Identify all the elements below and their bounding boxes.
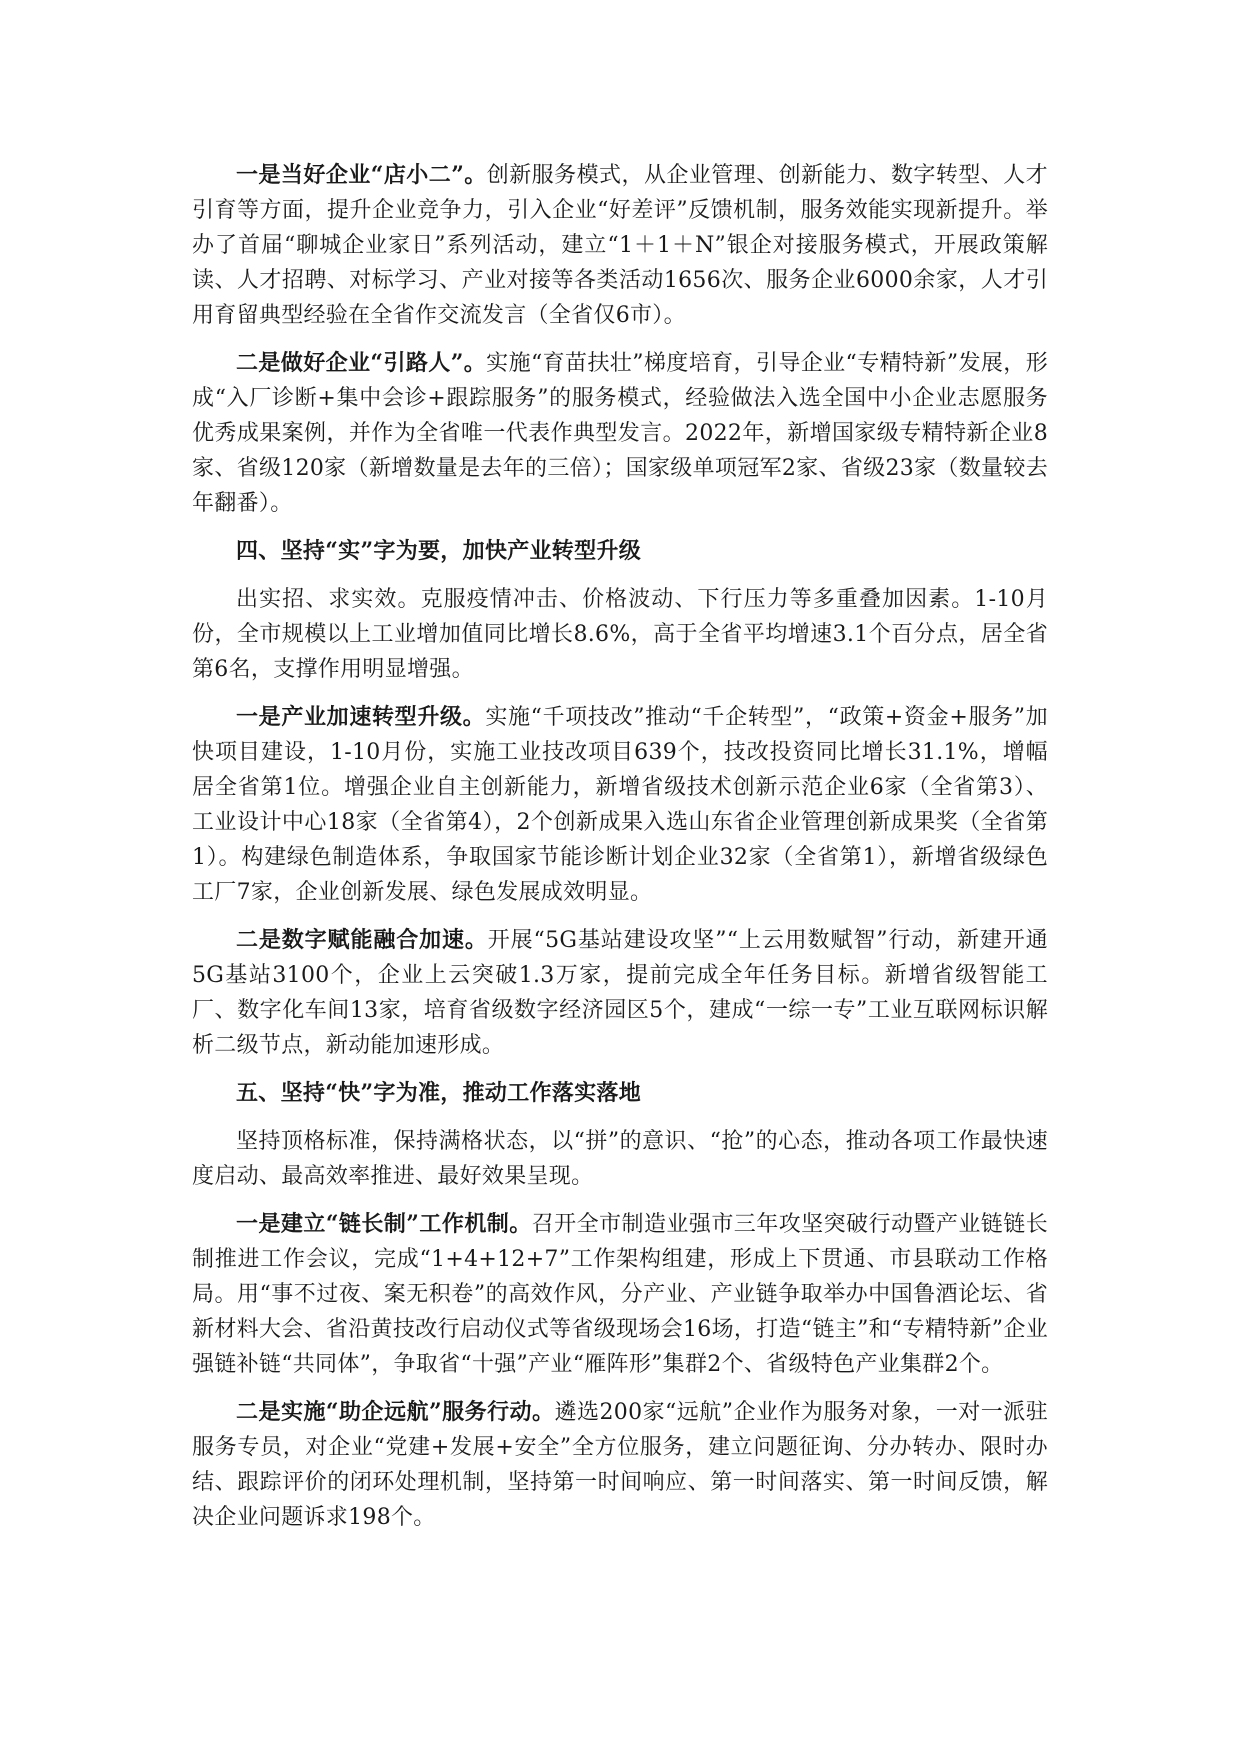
paragraph-body: 召开全市制造业强市三年攻坚突破行动暨产业链链长制推进工作会议，完成“1+4+12+7”工作架构组建，形成上下贯通、市县联动工作格局。用“事不过夜、案无积卷”的高效作风，分产业、产业链争取举办中国鲁酒论坛、省新材料大会、省沿黄技改行启动仪式等省级现场会16场，打造“链主”和“专精特新”企业强链补链“共同体”，争取省“十强”产业“雁阵形”集群2个、省级特色产业集群2个。 [192,1212,1048,1377]
section-heading-five: 五、坚持“快”字为准，推动工作落实落地 [236,1080,642,1106]
paragraph-guide-enterprises [192,346,1048,521]
paragraph-body: 实施“千项技改”推动“千企转型”，“政策+资金+服务”加快项目建设，1-10月份，实施工业技改项目639个，技改投资同比增长31.1%，增幅居全省第1位。增强企业自主创新能力，新增省级技术创新示范企业6家（全省第3）、工业设计中心18家（全省第4），2个创新成果入选山东省企业管理创新成果奖（全省第1）。构建绿色制造体系，争取国家节能诊断计划企业32家（全省第1），新增省级绿色工厂7家，企业创新发展、绿色发展成效明显。 [192,705,1048,905]
paragraph-lead: 二是做好企业“引路人”。 [236,350,487,376]
paragraph-service-action [192,1395,1048,1535]
paragraph-lead: 二是实施“助企远航”服务行动。 [236,1399,555,1425]
paragraph-lead: 二是数字赋能融合加速。 [236,927,488,953]
paragraph-body: 开展“5G基站建设攻坚”“上云用数赋智”行动，新建开通5G基站3100个，企业上云突破1.3万家，提前完成全年任务目标。新增省级智能工厂、数字化车间13家，培育省级数字经济园区5个，建成“一综一专”工业互联网标识解析二级节点，新动能加速形成。 [192,928,1048,1058]
paragraph-serve-enterprises [192,158,1048,333]
section-heading-four: 四、坚持“实”字为要，加快产业转型升级 [236,538,642,564]
paragraph-body: 出实招、求实效。克服疫情冲击、价格波动、下行压力等多重叠加因素。1-10月份，全市规模以上工业增加值同比增长8.6%，高于全省平均增速3.1个百分点，居全省第6名，支撑作用明显增强。 [192,587,1048,682]
paragraph-chain-mechanism [192,1207,1048,1382]
paragraph-digital-empowerment [192,923,1048,1063]
paragraph-section-five-intro [192,1124,1048,1194]
paragraph-section-four-intro [192,582,1048,687]
paragraph-lead: 一是产业加速转型升级。 [236,704,486,730]
paragraph-industrial-upgrade [192,700,1048,910]
document-page [192,158,1048,1548]
paragraph-lead: 一是建立“链长制”工作机制。 [236,1211,532,1237]
paragraph-body: 坚持顶格标准，保持满格状态，以“拼”的意识、“抢”的心态，推动各项工作最快速度启动、最高效率推进、最好效果呈现。 [192,1129,1048,1189]
paragraph-body: 实施“育苗扶壮”梯度培育，引导企业“专精特新”发展，形成“入厂诊断+集中会诊+跟踪服务”的服务模式，经验做法入选全国中小企业志愿服务优秀成果案例，并作为全省唯一代表作典型发言。2022年，新增国家级专精特新企业8家、省级120家（新增数量是去年的三倍）；国家级单项冠军2家、省级23家（数量较去年翻番）。 [192,351,1048,516]
paragraph-lead: 一是当好企业“店小二”。 [236,162,487,188]
paragraph-body: 创新服务模式，从企业管理、创新能力、数字转型、人才引育等方面，提升企业竞争力，引入企业“好差评”反馈机制，服务效能实现新提升。举办了首届“聊城企业家日”系列活动，建立“1＋1＋N”银企对接服务模式，开展政策解读、人才招聘、对标学习、产业对接等各类活动1656次、服务企业6000余家，人才引用育留典型经验在全省作交流发言（全省仅6市）。 [192,163,1049,328]
paragraph-body: 遴选200家“远航”企业作为服务对象，一对一派驻服务专员，对企业“党建+发展+安全”全方位服务，建立问题征询、分办转办、限时办结、跟踪评价的闭环处理机制，坚持第一时间响应、第一时间落实、第一时间反馈，解决企业问题诉求198个。 [192,1400,1049,1530]
